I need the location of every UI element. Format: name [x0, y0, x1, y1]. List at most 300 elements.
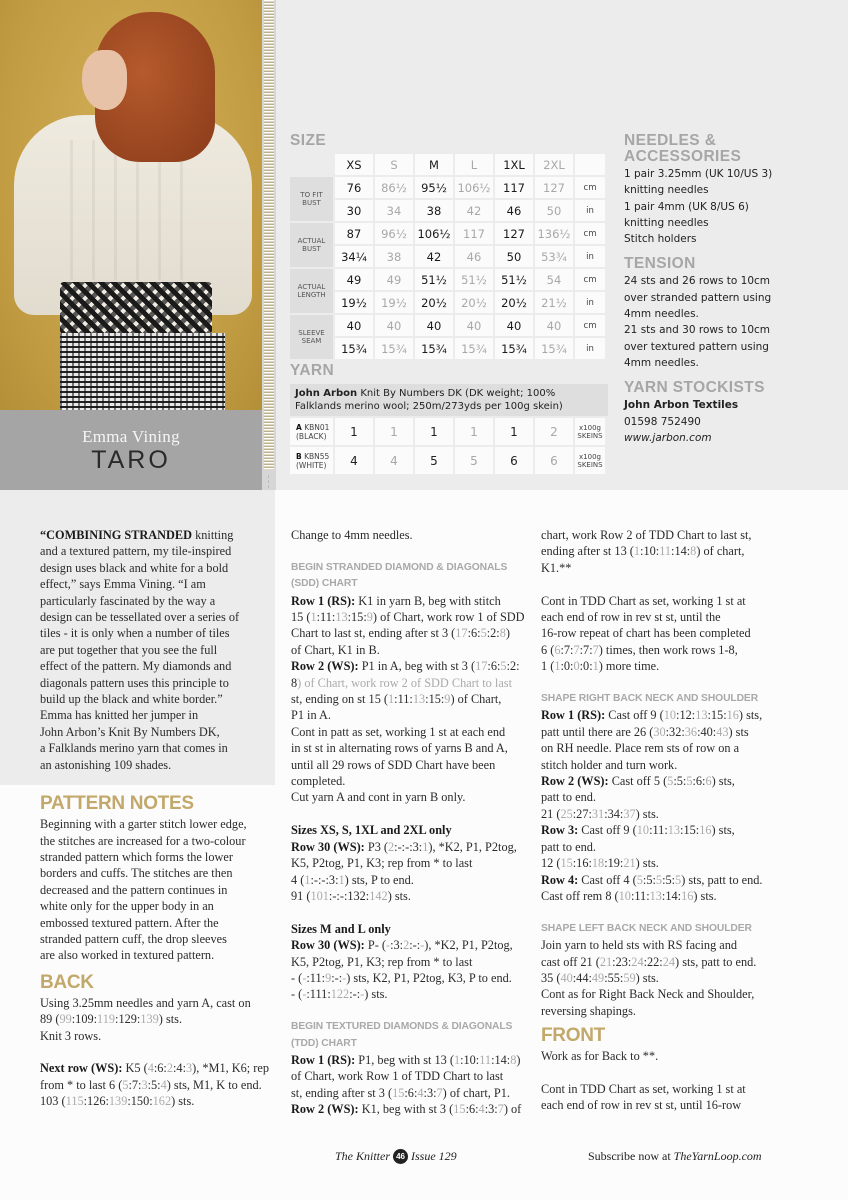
subscribe-link[interactable]: TheYarnLoop.com	[673, 1149, 762, 1163]
row-text	[605, 708, 762, 722]
alt-size-value: 2	[388, 839, 395, 854]
text-segment: ) sts.	[693, 888, 717, 903]
text-segment: 15 (	[291, 610, 311, 625]
intro-line: John Arbon’s Knit By Numbers DK,	[40, 724, 220, 739]
text-segment: :0:	[579, 659, 593, 674]
tdd-line: K1.**	[541, 560, 572, 575]
text-segment: :6:	[487, 659, 501, 674]
alt-size-value: 8	[499, 626, 506, 641]
size-value: 54	[535, 269, 573, 290]
alt-size-value: 4	[478, 1102, 485, 1117]
text-segment: :-:-:3:	[394, 839, 423, 854]
text-segment: :11:	[316, 610, 336, 625]
stockist-url[interactable]: www.jarbon.com	[624, 431, 712, 444]
notes-line: decreased and the pattern continues in	[40, 882, 228, 897]
zigzag-stitch-divider	[262, 0, 276, 490]
alt-size-value: 1	[304, 872, 311, 887]
tension-line: over stranded pattern using	[624, 291, 772, 304]
text-segment: P3 (	[364, 839, 389, 854]
text-segment: ) of chart, P1.	[442, 1085, 510, 1100]
yarn-details: Knit By Numbers DK (DK weight; 100% Falklands merino wool; 250m/273yds per 100g skein)	[295, 388, 563, 412]
row-label: Row 2 (WS):	[291, 659, 359, 674]
row-label: Row 1 (RS):	[541, 708, 606, 723]
text-segment: :10:	[460, 1052, 480, 1067]
back-line	[40, 1011, 278, 1027]
row-text	[365, 938, 513, 952]
text-segment: ), *M1, K6; rep	[192, 1061, 269, 1076]
text-segment: 6 (	[541, 642, 555, 657]
text-segment: :-:-:3:	[310, 872, 339, 887]
text-segment: :15:	[707, 708, 727, 723]
text-segment: st, ending after st 3 (	[291, 1085, 393, 1100]
text-segment: )	[505, 626, 510, 641]
photo-skirt-check	[60, 333, 225, 410]
size-value: 20½	[415, 292, 453, 313]
text-segment: :15:	[680, 823, 700, 838]
tdd-row2	[291, 1101, 531, 1117]
row30-line: K5, P2tog, P1, K3; rep from * to last	[291, 954, 473, 969]
row-text	[359, 1102, 522, 1116]
back-next-row	[40, 1060, 278, 1076]
text-segment: cast off 21 (	[541, 954, 600, 969]
intro-line: effect,” says Emma Vining. “I am	[40, 577, 206, 592]
text-segment: :5:	[642, 872, 656, 887]
yarn-unit-line: x100g	[579, 452, 601, 461]
sdd-heading-2: (SDD) CHART	[291, 578, 358, 590]
needles-heading	[624, 133, 824, 165]
alt-size-value: 40	[560, 970, 573, 985]
alt-size-value: 1	[310, 610, 317, 625]
size-value: 96½	[375, 223, 413, 244]
size-unit: in	[575, 246, 605, 267]
text-segment: patt until there are 26 (	[541, 724, 654, 739]
alt-size-value: 21	[623, 856, 636, 871]
yarn-code: KBN01	[304, 422, 330, 432]
sdd-line	[291, 691, 531, 707]
sizes-heading	[291, 921, 531, 937]
alt-size-value: 5	[655, 872, 663, 887]
text-segment: :11:	[394, 692, 413, 707]
alt-size-value: 59	[623, 970, 636, 985]
alt-size-value: 122	[330, 987, 350, 1002]
tension-line: over textured pattern using	[624, 340, 769, 353]
intro-line: knitting	[192, 528, 234, 542]
text-segment: :19:	[604, 856, 624, 871]
text-segment: :55:	[604, 970, 624, 985]
size-value: 15¾	[415, 338, 453, 359]
designer-name: Emma Vining	[82, 427, 180, 446]
sizes-heading	[291, 822, 531, 838]
row30-line	[291, 888, 531, 904]
sdd-row2	[291, 658, 531, 674]
size-row	[290, 315, 605, 336]
alt-size-value: 24	[662, 954, 676, 969]
size-unit: in	[575, 292, 605, 313]
rb-line	[541, 855, 781, 871]
text-segment: :5:	[147, 1077, 161, 1092]
size-value: 21½	[535, 292, 573, 313]
alt-size-value: -	[420, 938, 425, 953]
pattern-name: TARO	[91, 446, 171, 474]
cont-line: each end of row in rev st st, until the	[541, 610, 721, 625]
magazine-name: The Knitter	[335, 1149, 391, 1163]
intro-line: particularly fascinated by the way a	[40, 593, 216, 608]
yarn-code: KBN55	[304, 451, 330, 461]
alt-size-value: 8	[510, 1052, 517, 1067]
size-value: 38	[415, 200, 453, 221]
size-value: 42	[415, 246, 453, 267]
alt-size-value: 6	[554, 642, 561, 657]
yarn-row	[290, 418, 605, 445]
text-segment: :-:	[349, 987, 361, 1002]
size-row	[290, 177, 605, 198]
alt-size-value: 7	[436, 1085, 443, 1100]
text-segment: from * to last 6 (	[40, 1077, 123, 1092]
alt-size-value: 139	[108, 1094, 128, 1109]
alt-size-value: 24	[631, 954, 644, 969]
lb-line	[541, 954, 781, 970]
alt-size-value: 31	[591, 806, 605, 821]
intro-line: tiles - it is only when a number of tiles	[40, 626, 230, 641]
text-segment: 21 (	[541, 806, 561, 821]
photo-face	[82, 50, 127, 110]
title-panel	[0, 410, 262, 490]
yarn-shade-label	[290, 447, 333, 474]
text-segment: :14:	[491, 1052, 511, 1067]
text-segment: :6:	[692, 774, 706, 789]
subscribe-text: Subscribe now at	[588, 1149, 674, 1163]
size-value: 40	[495, 315, 533, 336]
alt-size-value: 162	[152, 1094, 172, 1109]
row30-line	[291, 970, 531, 986]
alt-size-value: 101	[310, 888, 329, 903]
text-segment: 89 (	[40, 1012, 60, 1027]
tension-line: 21 sts and 30 rows to 10cm	[624, 324, 771, 337]
right-back-neck-heading: SHAPE RIGHT BACK NECK AND SHOULDER	[541, 693, 759, 705]
size-value: 20½	[495, 292, 533, 313]
sdd-line: P1 in A.	[291, 708, 331, 723]
size-value: 20½	[455, 292, 493, 313]
text-segment: 4 (	[291, 872, 305, 887]
yarn-quantity: 1	[375, 418, 413, 445]
back-heading: BACK	[40, 971, 94, 993]
rb-line: stitch holder and turn work.	[541, 757, 678, 772]
size-group-label: ACTUAL LENGTH	[290, 269, 333, 313]
footer-magazine	[335, 1149, 457, 1164]
size-unit: cm	[575, 315, 605, 336]
text-segment: :6:	[153, 1061, 167, 1076]
text-segment: :150:	[127, 1094, 153, 1109]
alt-size-value: 119	[97, 1012, 116, 1027]
text-segment: P1 in A, beg with st 3 (	[358, 659, 476, 674]
sizes-title: Sizes XS, S, 1XL and 2XL only	[291, 823, 452, 838]
yarn-row	[290, 447, 605, 474]
tension-section	[624, 256, 824, 371]
size-value: 19½	[335, 292, 373, 313]
text-segment: :2:	[486, 626, 500, 641]
size-unit: in	[575, 338, 605, 359]
text-segment: ) sts, P to end.	[344, 872, 414, 887]
text-segment: :27:	[572, 806, 592, 821]
alt-size-value: 3	[141, 1077, 148, 1092]
front-line: Cont in TDD Chart as set, working 1 st at	[541, 1081, 746, 1096]
text-segment: ) of	[503, 1102, 522, 1117]
stockists-heading: YARN STOCKISTS	[624, 379, 765, 397]
tension-line: 4mm needles.	[624, 308, 699, 321]
row30-b	[291, 937, 531, 953]
back-line	[40, 1093, 278, 1109]
text-segment: ) sts.	[635, 856, 659, 871]
alt-size-value: 37	[623, 806, 636, 821]
text-segment: ) of Chart,	[450, 692, 502, 707]
text-segment: ) sts.	[364, 987, 388, 1002]
alt-size-value: 2	[403, 938, 410, 953]
alt-size-value: 0	[573, 659, 580, 674]
size-table	[288, 152, 607, 361]
size-value: 40	[455, 315, 493, 336]
alt-size-value: -	[302, 970, 307, 985]
size-value: 34	[375, 200, 413, 221]
needles-heading-line1: NEEDLES &	[624, 132, 717, 149]
size-group-label: SLEEVE SEAM	[290, 315, 333, 359]
info-column	[624, 133, 824, 455]
size-row	[290, 246, 605, 267]
tdd-heading: BEGIN TEXTURED DIAMONDS & DIAGONALS	[291, 1021, 513, 1033]
alt-size-value: 16	[699, 823, 712, 838]
row-text	[355, 1053, 520, 1067]
intro-line: Emma has knitted her jumper in	[40, 708, 199, 723]
back-line: Using 3.25mm needles and yarn A, cast on	[40, 995, 251, 1010]
size-unit: cm	[575, 177, 605, 198]
text-segment: :16:	[572, 856, 592, 871]
yarn-brand: John Arbon	[295, 388, 358, 399]
cont-line: Cont in patt as set, working 1 st at each end	[291, 724, 506, 739]
yarn-shade-label	[290, 418, 333, 445]
back-line: Knit 3 rows.	[40, 1028, 102, 1043]
alt-size-value: 13	[695, 708, 708, 723]
tdd-line: chart, work Row 2 of TDD Chart to last st,	[541, 528, 752, 542]
alt-size-value: 13	[649, 888, 662, 903]
alt-size-value: 9	[444, 692, 451, 707]
tension-line: 24 sts and 26 rows to 10cm	[624, 275, 771, 288]
alt-size-value: 8	[690, 544, 697, 559]
size-column-header: S	[375, 154, 413, 175]
row30-line	[291, 872, 531, 888]
alt-size-value: -	[342, 970, 347, 985]
sdd-line	[291, 675, 531, 691]
text-segment: :7:	[560, 642, 574, 657]
stockist-name: John Arbon Textiles	[624, 399, 739, 412]
rb-line	[541, 888, 781, 904]
hero-photo	[0, 0, 262, 410]
yarn-colour: (BLACK)	[296, 431, 327, 441]
size-value: 40	[535, 315, 573, 336]
text-segment: ) sts, patt to end.	[675, 954, 757, 969]
text-segment: :7:	[579, 642, 593, 657]
cont-line: Cut yarn A and cont in yarn B only.	[291, 790, 466, 805]
size-value: 86½	[375, 177, 413, 198]
text-segment: - (	[291, 987, 303, 1002]
yarn-unit-line: SKEINS	[577, 460, 603, 469]
text-segment: :2:	[506, 659, 520, 674]
size-value: 87	[335, 223, 373, 244]
text-segment: Chart to last st, ending after st 3 (	[291, 626, 456, 641]
row-label: Row 1 (RS):	[291, 1052, 356, 1067]
text-segment: :3:	[484, 1102, 498, 1117]
text-segment: :-:	[331, 970, 343, 985]
alt-size-value: 18	[591, 856, 605, 871]
size-value: 50	[535, 200, 573, 221]
rb-row3	[541, 822, 781, 838]
row-text: K1 in yarn B, beg with stitch	[355, 593, 501, 608]
alt-size-value: 2	[166, 1061, 173, 1076]
sdd-line	[291, 625, 531, 641]
notes-line: are also worked in textured pattern.	[40, 948, 215, 963]
size-value: 117	[495, 177, 533, 198]
alt-size-value: 36	[684, 724, 698, 739]
alt-size-value: 15	[392, 1085, 405, 1100]
alt-size-value: 6	[705, 774, 712, 789]
yarn-quantity: 6	[535, 447, 573, 474]
size-value: 30	[335, 200, 373, 221]
alt-size-value: 49	[591, 970, 605, 985]
alt-size-value: 17	[475, 659, 488, 674]
stockist-phone: 01598 752490	[624, 415, 701, 428]
stockists-section	[624, 380, 824, 446]
tension-line: 4mm needles.	[624, 356, 699, 369]
tdd-heading-2: (TDD) CHART	[291, 1037, 357, 1049]
sdd-heading: BEGIN STRANDED DIAMOND & DIAGONALS	[291, 561, 508, 573]
yarn-quantity: 2	[535, 418, 573, 445]
size-value: 117	[455, 223, 493, 244]
size-header-row	[290, 154, 605, 175]
alt-size-value: 13	[412, 692, 426, 707]
intro-line: a Falklands merino yarn that comes in	[40, 741, 228, 756]
intro-lead: “COMBINING STRANDED	[40, 528, 193, 542]
text-segment: K5 (	[122, 1061, 148, 1076]
size-value: 40	[375, 315, 413, 336]
column-1	[40, 527, 278, 1110]
alt-size-value: 7	[497, 1102, 504, 1117]
text-segment: :11:	[630, 888, 650, 903]
text-segment: ), *K2, P1, P2tog,	[428, 839, 517, 854]
text-segment: :34:	[604, 806, 624, 821]
size-value: 15¾	[455, 338, 493, 359]
size-value: 50	[495, 246, 533, 267]
text-segment: ) sts, K2, P1, P2tog, K3, P to end.	[346, 970, 512, 985]
text-segment: :32:	[665, 724, 685, 739]
alt-size-value: 1	[633, 544, 641, 559]
alt-size-value: 3	[185, 1061, 193, 1076]
yarn-quantity: 4	[375, 447, 413, 474]
alt-size-value: 5	[500, 659, 507, 674]
text-segment: :14:	[661, 888, 682, 903]
text-segment: K1, beg with st 3 (	[358, 1102, 454, 1117]
rb-row2	[541, 773, 781, 789]
text-segment: :12:	[676, 708, 696, 723]
text-segment: :7:	[128, 1077, 142, 1092]
alt-size-value: 5	[667, 774, 674, 789]
text-segment: :14:	[671, 544, 691, 559]
yarn-quantity: 5	[455, 447, 493, 474]
text-segment: ending after st 13 (	[541, 544, 634, 559]
text-segment: ) sts, M1, K to end.	[166, 1077, 262, 1092]
text-segment: Cast off 4 (	[578, 872, 637, 887]
yarn-quantity: 4	[335, 447, 373, 474]
alt-size-value: 1	[388, 692, 395, 707]
text-segment: 91 (	[291, 888, 311, 903]
needles-section	[624, 133, 824, 247]
row-label: Next row (WS):	[40, 1061, 123, 1076]
cont-line	[541, 658, 781, 674]
alt-size-value: ) of Chart, work row 2 of SDD Chart to last	[297, 675, 512, 690]
size-row	[290, 200, 605, 221]
size-column-header: M	[415, 154, 453, 175]
intro-text	[40, 527, 278, 773]
yarn-colour: (WHITE)	[296, 460, 327, 470]
alt-size-value: 11	[659, 544, 672, 559]
alt-size-value: -	[360, 987, 365, 1002]
row30-line: K5, P2tog, P1, K3; rep from * to last	[291, 856, 473, 871]
alt-size-value: 4	[147, 1061, 154, 1076]
yarn-quantity: 1	[415, 418, 453, 445]
size-value: 19½	[375, 292, 413, 313]
text-segment: :10:	[640, 544, 660, 559]
size-column-header: L	[455, 154, 493, 175]
size-unit: cm	[575, 223, 605, 244]
intro-line: effect of the pattern. My diamonds and	[40, 659, 232, 674]
size-group-label: ACTUAL BUST	[290, 223, 333, 267]
tension-heading: TENSION	[624, 255, 696, 273]
alt-size-value: 5	[122, 1077, 129, 1092]
text-segment: - (	[291, 970, 303, 985]
size-value: 34¼	[335, 246, 373, 267]
lb-line: Join yarn to held sts with RS facing and	[541, 938, 738, 953]
alt-size-value: 4	[160, 1077, 167, 1092]
rb-line: patt to end.	[541, 839, 596, 854]
yarn-letter: A	[296, 422, 302, 432]
row-label: Row 1 (RS):	[291, 593, 356, 608]
rb-row4	[541, 872, 781, 888]
text-segment: ), *K2, P1, P2tog,	[424, 938, 513, 953]
size-value: 76	[335, 177, 373, 198]
text-segment: Cast off 9 (	[578, 823, 637, 838]
tdd-line	[291, 1085, 531, 1101]
text-segment: :11:	[649, 823, 668, 838]
row-text	[122, 1061, 269, 1075]
photo-fairisle-overlay	[60, 282, 212, 334]
alt-size-value: 10	[618, 888, 631, 903]
alt-size-value: 142	[369, 888, 388, 903]
column-2	[291, 527, 531, 1118]
size-value: 42	[455, 200, 493, 221]
front-heading: FRONT	[541, 1025, 605, 1047]
unit-header	[575, 154, 605, 175]
row-label: Row 2 (WS):	[541, 774, 609, 789]
notes-line: white only for the upper body in an	[40, 899, 214, 914]
lb-line: reversing shapings.	[541, 1003, 636, 1018]
text-segment: :4:	[173, 1061, 186, 1076]
zigzag-stitch	[264, 0, 274, 470]
text-segment: 103 (	[40, 1094, 66, 1109]
row-label: Row 30 (WS):	[291, 839, 365, 854]
text-segment: :129:	[115, 1012, 141, 1027]
front-line: each end of row in rev st st, until 16-row	[541, 1098, 742, 1113]
alt-size-value: 10	[636, 823, 650, 838]
needles-line: knitting needles	[624, 216, 709, 229]
intro-line: diagonals pattern uses this principle to	[40, 675, 229, 690]
size-column-header: 1XL	[495, 154, 533, 175]
